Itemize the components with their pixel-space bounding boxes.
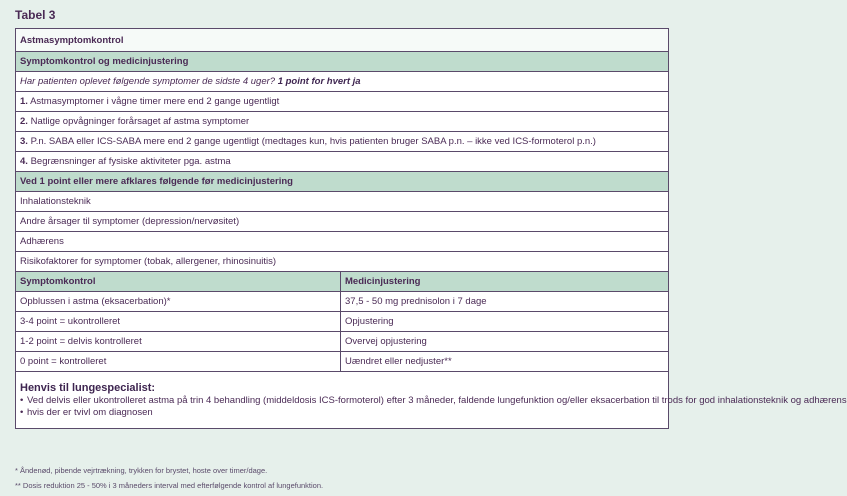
grid-cell-medicin: Opjustering bbox=[341, 312, 669, 332]
grid-cell-medicin: 37,5 - 50 mg prednisolon i 7 dage bbox=[341, 292, 669, 312]
intro-question: Har patienten oplevet følgende symptomer de sidste 4 uger? bbox=[20, 76, 276, 87]
check-item: Adhærens bbox=[16, 232, 669, 252]
symptom-item bbox=[16, 92, 669, 112]
col-header-symptomkontrol: Symptomkontrol bbox=[16, 272, 341, 292]
symptom-item bbox=[16, 132, 669, 152]
referral-text: hvis der er tvivl om diagnosen bbox=[27, 406, 153, 418]
check-item: Risikofaktorer for symptomer (tobak, allergener, rhinosinuitis) bbox=[16, 252, 669, 272]
table-title: Astmasymptomkontrol bbox=[16, 29, 669, 52]
grid-cell-symptom: 0 point = kontrolleret bbox=[16, 352, 341, 372]
item-number: 4. bbox=[20, 156, 28, 167]
grid-cell-symptom: 3-4 point = ukontrolleret bbox=[16, 312, 341, 332]
intro-points: 1 point for hvert ja bbox=[277, 76, 361, 87]
grid-cell-medicin: Overvej opjustering bbox=[341, 332, 669, 352]
symptom-item bbox=[16, 152, 669, 172]
referral-text: Ved delvis eller ukontrolleret astma på trin 4 behandling (middeldosis ICS-formoterol) efter 3 måneder, faldende lungefunktion og/eller eksacerbation til trods for god inhalationsteknik og adhærens bbox=[27, 394, 847, 406]
col-header-medicinjustering: Medicinjustering bbox=[341, 272, 669, 292]
check-item: Inhalationsteknik bbox=[16, 192, 669, 212]
footnote-1: * Åndenød, pibende vejrtrækning, trykken for brystet, hoste over timer/dage. bbox=[15, 466, 268, 475]
bullet-icon: • bbox=[20, 406, 24, 418]
item-text: Natlige opvågninger forårsaget af astma symptomer bbox=[30, 116, 250, 127]
section1-intro bbox=[16, 72, 669, 92]
grid-cell-symptom: Opblussen i astma (eksacerbation)* bbox=[16, 292, 341, 312]
referral-title: Henvis til lungespecialist: bbox=[20, 381, 156, 394]
section1-heading: Symptomkontrol og medicinjustering bbox=[16, 52, 669, 72]
footnote-2: ** Dosis reduktion 25 - 50% i 3 måneders interval med efterfølgende kontrol af lungefunktion. bbox=[15, 481, 324, 490]
section2-heading: Ved 1 point eller mere afklares følgende før medicinjustering bbox=[16, 172, 669, 192]
item-text: P.n. SABA eller ICS-SABA mere end 2 gange ugentligt (medtages kun, hvis patienten bruger SABA p.n. – ikke ved ICS-formoterol p.n.) bbox=[30, 136, 596, 147]
item-number: 2. bbox=[20, 116, 28, 127]
asthma-table bbox=[15, 28, 847, 429]
symptom-item bbox=[16, 112, 669, 132]
check-item: Andre årsager til symptomer (depression/nervøsitet) bbox=[16, 212, 669, 232]
item-number: 3. bbox=[20, 136, 28, 147]
item-text: Begrænsninger af fysiske aktiviteter pga. astma bbox=[30, 156, 231, 167]
grid-cell-symptom: 1-2 point = delvis kontrolleret bbox=[16, 332, 341, 352]
referral-item bbox=[20, 394, 847, 407]
referral-item bbox=[20, 407, 664, 419]
table-label: Tabel 3 bbox=[15, 8, 56, 22]
referral-box bbox=[16, 372, 847, 429]
item-number: 1. bbox=[20, 96, 28, 107]
grid-cell-medicin: Uændret eller nedjuster** bbox=[341, 352, 669, 372]
item-text: Astmasymptomer i vågne timer mere end 2 gange ugentligt bbox=[30, 96, 280, 107]
bullet-icon: • bbox=[20, 394, 24, 406]
